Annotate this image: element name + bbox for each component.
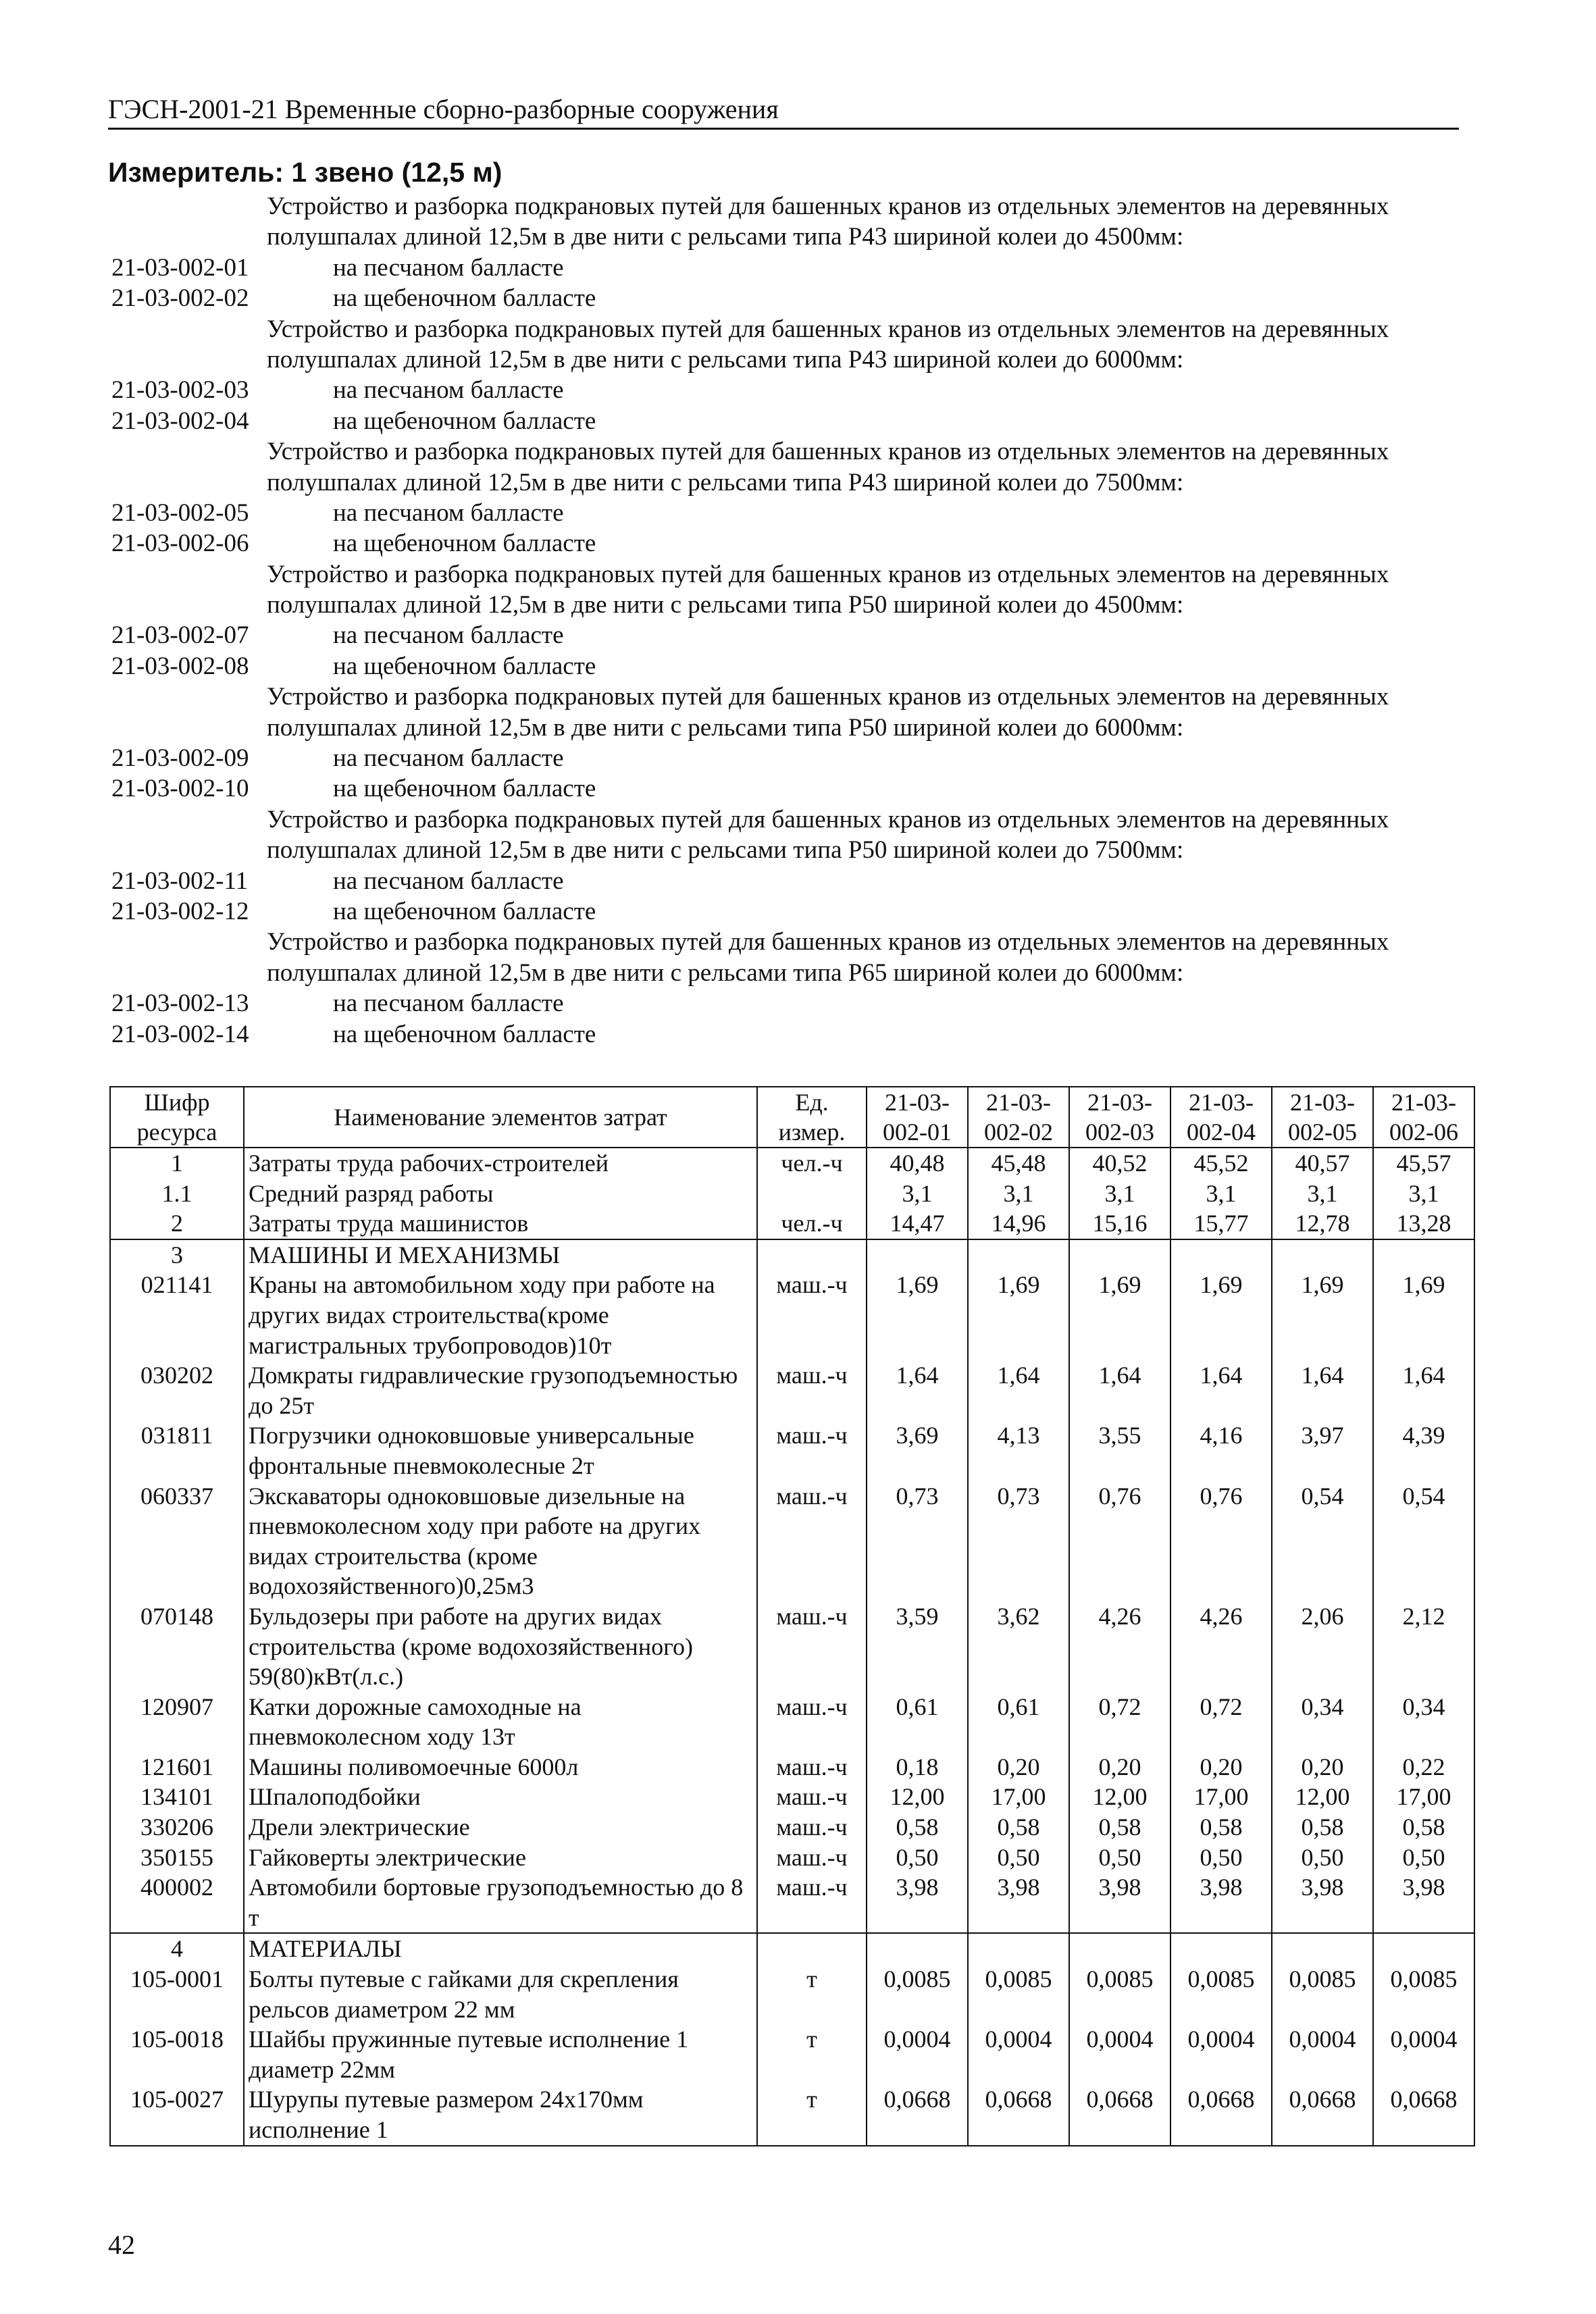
resource-value: 3,98	[867, 1872, 968, 1933]
group-description: полушпалах длиной 12,5м в две нити с рельсами типа Р50 шириной колеи до 6000мм:	[267, 713, 1184, 742]
resource-value: 40,48	[867, 1148, 968, 1179]
resource-value: 45,48	[968, 1148, 1069, 1179]
item-line	[111, 620, 1462, 650]
resource-name: Автомобили бортовые грузоподъемностью до 8 т	[244, 1872, 757, 1933]
resource-value: 1,64	[1272, 1360, 1373, 1420]
resource-value: 40,57	[1272, 1148, 1373, 1179]
item-code: 21-03-002-09	[111, 744, 249, 773]
resource-value	[1170, 1239, 1272, 1270]
group-description: Устройство и разборка подкрановых путей для башенных кранов из отдельных элементов на деревянных	[267, 805, 1389, 833]
item-text: на щебеночном балласте	[333, 652, 596, 680]
item-code: 21-03-002-14	[111, 1020, 249, 1048]
resource-value: 0,50	[1272, 1843, 1373, 1873]
resource-value: 4,16	[1170, 1420, 1272, 1481]
resource-value: 0,34	[1272, 1692, 1373, 1752]
resource-value: 1,69	[1069, 1270, 1170, 1360]
resource-value: 1,69	[1170, 1270, 1272, 1360]
resource-unit: маш.-ч	[757, 1270, 867, 1360]
resource-value: 0,76	[1170, 1481, 1272, 1601]
resource-value: 0,0085	[1170, 1964, 1272, 2024]
item-line	[111, 773, 1462, 804]
resource-value: 0,72	[1170, 1692, 1272, 1752]
item-line	[111, 528, 1462, 559]
resource-name: Машины поливомоечные 6000л	[244, 1752, 757, 1782]
resource-value: 0,58	[867, 1812, 968, 1843]
item-line	[111, 988, 1462, 1019]
resource-value: 3,97	[1272, 1420, 1373, 1481]
resource-value: 3,98	[1069, 1872, 1170, 1933]
measure-title: Измеритель: 1 звено (12,5 м)	[108, 157, 503, 188]
item-line	[111, 1019, 1462, 1050]
resource-value: 0,0004	[1069, 2024, 1170, 2084]
resource-code: 105-0027	[110, 2084, 244, 2145]
resource-value: 3,69	[867, 1420, 968, 1481]
resource-value: 0,0668	[1170, 2084, 1272, 2145]
resource-unit	[757, 1179, 867, 1209]
resource-value: 0,0004	[1272, 2024, 1373, 2084]
resource-unit: маш.-ч	[757, 1782, 867, 1812]
resource-value: 14,96	[968, 1208, 1069, 1239]
resource-unit: чел.-ч	[757, 1208, 867, 1239]
item-code: 21-03-002-06	[111, 530, 249, 558]
table-header-row	[110, 1087, 1474, 1148]
resource-value: 3,98	[1272, 1872, 1373, 1933]
resource-value: 0,58	[1373, 1812, 1474, 1843]
resource-name: МАШИНЫ И МЕХАНИЗМЫ	[244, 1239, 757, 1270]
item-code: 21-03-002-04	[111, 407, 249, 435]
resource-value	[968, 1239, 1069, 1270]
resource-value: 3,98	[1373, 1872, 1474, 1933]
item-text: на песчаном балласте	[333, 744, 564, 773]
resource-code: 4	[110, 1933, 244, 1964]
resource-value: 0,50	[1170, 1843, 1272, 1873]
resource-unit: маш.-ч	[757, 1752, 867, 1782]
page-header: ГЭСН-2001-21 Временные сборно-разборные сооружения	[108, 93, 1459, 130]
resource-value	[1170, 1933, 1272, 1964]
item-text: на песчаном балласте	[333, 376, 564, 405]
resources-table	[109, 1086, 1475, 2146]
resource-value: 0,73	[968, 1481, 1069, 1601]
resource-value	[1373, 1239, 1474, 1270]
table-row	[110, 1782, 1474, 1812]
resource-code: 2	[110, 1208, 244, 1239]
table-row	[110, 1148, 1474, 1179]
item-line	[111, 896, 1462, 927]
item-line	[111, 406, 1462, 436]
resource-value: 0,58	[1170, 1812, 1272, 1843]
resource-value: 15,77	[1170, 1208, 1272, 1239]
resource-value: 4,39	[1373, 1420, 1474, 1481]
resource-code: 1	[110, 1148, 244, 1179]
group-description: Устройство и разборка подкрановых путей для башенных кранов из отдельных элементов на деревянных	[267, 315, 1389, 343]
resource-value: 2,06	[1272, 1601, 1373, 1692]
resource-name: Бульдозеры при работе на других видах строительства (кроме водохозяйственного) 59(80)кВт(л.с.)	[244, 1601, 757, 1692]
group-description: полушпалах длиной 12,5м в две нити с рельсами типа Р50 шириной колеи до 7500мм:	[267, 836, 1184, 865]
resource-value: 0,0004	[1373, 2024, 1474, 2084]
group-description: полушпалах длиной 12,5м в две нити с рельсами типа Р65 шириной колеи до 6000мм:	[267, 958, 1184, 987]
resource-value: 12,00	[867, 1782, 968, 1812]
resource-value: 0,50	[968, 1843, 1069, 1873]
resource-name: Шпалоподбойки	[244, 1782, 757, 1812]
header-col: 21-03-002-03	[1069, 1087, 1170, 1148]
resource-value: 1,64	[1373, 1360, 1474, 1420]
item-code: 21-03-002-08	[111, 652, 249, 680]
resource-code: 060337	[110, 1481, 244, 1601]
resource-value	[1069, 1933, 1170, 1964]
item-code: 21-03-002-11	[111, 867, 249, 895]
table-row	[110, 1964, 1474, 2024]
resource-value: 3,1	[1373, 1179, 1474, 1209]
resource-value	[1272, 1239, 1373, 1270]
header-unit: Ед. измер.	[757, 1087, 867, 1148]
table-row	[110, 1270, 1474, 1360]
resource-name: Домкраты гидравлические грузоподъемностью до 25т	[244, 1360, 757, 1420]
resource-value: 0,73	[867, 1481, 968, 1601]
item-text: на щебеночном балласте	[333, 775, 596, 803]
resource-value: 0,22	[1373, 1752, 1474, 1782]
resource-name: Шайбы пружинные путевые исполнение 1 диаметр 22мм	[244, 2024, 757, 2084]
resource-value: 0,50	[867, 1843, 968, 1873]
table-row	[110, 1843, 1474, 1873]
resource-unit: т	[757, 2084, 867, 2145]
resource-value: 0,0085	[1373, 1964, 1474, 2024]
resource-value: 0,54	[1373, 1481, 1474, 1601]
group-description: Устройство и разборка подкрановых путей для башенных кранов из отдельных элементов на деревянных	[267, 438, 1389, 466]
work-descriptions	[111, 191, 1462, 1050]
resource-value: 45,57	[1373, 1148, 1474, 1179]
resource-value	[1069, 1239, 1170, 1270]
resource-value: 0,0668	[1272, 2084, 1373, 2145]
item-text: на песчаном балласте	[333, 621, 564, 650]
resource-value: 3,55	[1069, 1420, 1170, 1481]
resource-code: 330206	[110, 1812, 244, 1843]
table-row	[110, 2024, 1474, 2084]
resource-value: 0,0085	[968, 1964, 1069, 2024]
item-text: на щебеночном балласте	[333, 284, 596, 313]
resource-value: 0,58	[1272, 1812, 1373, 1843]
resource-value: 2,12	[1373, 1601, 1474, 1692]
header-col: 21-03-002-05	[1272, 1087, 1373, 1148]
resource-value: 1,69	[1272, 1270, 1373, 1360]
resource-value: 3,1	[1069, 1179, 1170, 1209]
resource-value: 13,28	[1373, 1208, 1474, 1239]
resource-value: 1,69	[968, 1270, 1069, 1360]
table-row	[110, 1420, 1474, 1481]
resource-value: 17,00	[968, 1782, 1069, 1812]
resource-unit: маш.-ч	[757, 1601, 867, 1692]
item-text: на щебеночном балласте	[333, 530, 596, 558]
resource-code: 350155	[110, 1843, 244, 1873]
group-description: полушпалах длиной 12,5м в две нити с рельсами типа Р50 шириной колеи до 4500мм:	[267, 591, 1184, 619]
resource-name: МАТЕРИАЛЫ	[244, 1933, 757, 1964]
table-row	[110, 1692, 1474, 1752]
resource-value: 0,58	[1069, 1812, 1170, 1843]
resource-name: Погрузчики одноковшовые универсальные фронтальные пневмоколесные 2т	[244, 1420, 757, 1481]
table-row	[110, 1239, 1474, 1270]
resource-code: 030202	[110, 1360, 244, 1420]
group-description: полушпалах длиной 12,5м в две нити с рельсами типа Р43 шириной колеи до 4500мм:	[267, 223, 1184, 251]
resource-value: 0,0085	[867, 1964, 968, 2024]
resource-code: 121601	[110, 1752, 244, 1782]
resource-value	[867, 1239, 968, 1270]
resource-value: 0,20	[968, 1752, 1069, 1782]
table-row	[110, 1360, 1474, 1420]
resource-value: 3,98	[1170, 1872, 1272, 1933]
resource-name: Средний разряд работы	[244, 1179, 757, 1209]
resource-value	[968, 1933, 1069, 1964]
resource-value: 0,0004	[968, 2024, 1069, 2084]
resource-unit: маш.-ч	[757, 1872, 867, 1933]
group-description: Устройство и разборка подкрановых путей для башенных кранов из отдельных элементов на деревянных	[267, 192, 1389, 220]
resource-value: 0,54	[1272, 1481, 1373, 1601]
resource-value: 3,98	[968, 1872, 1069, 1933]
resource-value: 0,0668	[867, 2084, 968, 2145]
table-row	[110, 1933, 1474, 1964]
resource-code: 070148	[110, 1601, 244, 1692]
resource-value: 0,34	[1373, 1692, 1474, 1752]
group-description: Устройство и разборка подкрановых путей для башенных кранов из отдельных элементов на деревянных	[267, 928, 1389, 956]
resource-value: 0,0085	[1069, 1964, 1170, 2024]
item-line	[111, 253, 1462, 283]
resource-value: 3,62	[968, 1601, 1069, 1692]
resource-value	[1373, 1933, 1474, 1964]
resource-value: 17,00	[1373, 1782, 1474, 1812]
resource-value: 4,13	[968, 1420, 1069, 1481]
table-row	[110, 1872, 1474, 1933]
resource-value: 0,0004	[1170, 2024, 1272, 2084]
resource-unit: маш.-ч	[757, 1360, 867, 1420]
table-row	[110, 1601, 1474, 1692]
resource-value: 17,00	[1170, 1782, 1272, 1812]
resource-unit: маш.-ч	[757, 1481, 867, 1601]
group-description: полушпалах длиной 12,5м в две нити с рельсами типа Р43 шириной колеи до 7500мм:	[267, 468, 1184, 496]
resource-value: 0,0085	[1272, 1964, 1373, 2024]
item-text: на щебеночном балласте	[333, 897, 596, 925]
header-col: 21-03-002-04	[1170, 1087, 1272, 1148]
resource-value: 3,1	[1170, 1179, 1272, 1209]
resource-value: 3,1	[968, 1179, 1069, 1209]
resource-value: 12,00	[1069, 1782, 1170, 1812]
item-line	[111, 743, 1462, 773]
table-row	[110, 1179, 1474, 1209]
item-code: 21-03-002-01	[111, 253, 249, 282]
item-code: 21-03-002-02	[111, 284, 249, 313]
item-text: на щебеночном балласте	[333, 407, 596, 435]
page-number: 42	[108, 2230, 135, 2260]
item-code: 21-03-002-13	[111, 989, 249, 1018]
header-col: 21-03-002-06	[1373, 1087, 1474, 1148]
resource-unit: маш.-ч	[757, 1692, 867, 1752]
table-row	[110, 1812, 1474, 1843]
resource-value: 0,0668	[1373, 2084, 1474, 2145]
resource-unit: т	[757, 1964, 867, 2024]
resource-value: 40,52	[1069, 1148, 1170, 1179]
resource-value: 1,64	[968, 1360, 1069, 1420]
resource-value: 4,26	[1170, 1601, 1272, 1692]
resource-code: 031811	[110, 1420, 244, 1481]
resource-value: 3,1	[867, 1179, 968, 1209]
resource-unit: т	[757, 2024, 867, 2084]
item-text: на щебеночном балласте	[333, 1020, 596, 1048]
resource-value	[867, 1933, 968, 1964]
group-description: Устройство и разборка подкрановых путей для башенных кранов из отдельных элементов на деревянных	[267, 683, 1389, 711]
resource-value: 0,20	[1272, 1752, 1373, 1782]
item-line	[111, 866, 1462, 896]
resource-value: 15,16	[1069, 1208, 1170, 1239]
resource-name: Затраты труда рабочих-строителей	[244, 1148, 757, 1179]
resource-value: 0,50	[1069, 1843, 1170, 1873]
table-row	[110, 1481, 1474, 1601]
resource-value: 45,52	[1170, 1148, 1272, 1179]
item-line	[111, 375, 1462, 405]
resource-value: 1,64	[867, 1360, 968, 1420]
resource-name: Экскаваторы одноковшовые дизельные на пневмоколесном ходу при работе на других видах строительства (кроме водохозяйственного)0,25м3	[244, 1481, 757, 1601]
header-name: Наименование элементов затрат	[244, 1087, 757, 1148]
item-text: на песчаном балласте	[333, 253, 564, 282]
item-code: 21-03-002-12	[111, 897, 249, 925]
resource-value: 3,1	[1272, 1179, 1373, 1209]
resource-value: 1,69	[1373, 1270, 1474, 1360]
resource-value: 0,0668	[968, 2084, 1069, 2145]
resource-value: 0,0004	[867, 2024, 968, 2084]
resource-name: Краны на автомобильном ходу при работе на других видах строительства(кроме магистральных трубопроводов)10т	[244, 1270, 757, 1360]
resource-code: 400002	[110, 1872, 244, 1933]
header-col: 21-03-002-02	[968, 1087, 1069, 1148]
resource-name: Затраты труда машинистов	[244, 1208, 757, 1239]
table-row	[110, 1208, 1474, 1239]
resource-code: 134101	[110, 1782, 244, 1812]
item-code: 21-03-002-03	[111, 376, 249, 405]
item-text: на песчаном балласте	[333, 498, 564, 527]
resource-unit	[757, 1933, 867, 1964]
resource-value: 0,20	[1069, 1752, 1170, 1782]
resource-value: 3,59	[867, 1601, 968, 1692]
item-code: 21-03-002-10	[111, 775, 249, 803]
group-description: Устройство и разборка подкрановых путей для башенных кранов из отдельных элементов на деревянных	[267, 560, 1389, 588]
resource-unit: маш.-ч	[757, 1812, 867, 1843]
item-text: на песчаном балласте	[333, 989, 564, 1018]
item-code: 21-03-002-07	[111, 621, 249, 650]
resource-value: 1,69	[867, 1270, 968, 1360]
resource-value: 0,76	[1069, 1481, 1170, 1601]
resource-name: Болты путевые с гайками для скрепления рельсов диаметром 22 мм	[244, 1964, 757, 2024]
resource-value: 4,26	[1069, 1601, 1170, 1692]
resource-value: 0,72	[1069, 1692, 1170, 1752]
resource-name: Дрели электрические	[244, 1812, 757, 1843]
resource-code: 3	[110, 1239, 244, 1270]
resource-name: Шурупы путевые размером 24х170мм исполнение 1	[244, 2084, 757, 2145]
resource-code: 120907	[110, 1692, 244, 1752]
item-text: на песчаном балласте	[333, 867, 564, 895]
resource-code: 1.1	[110, 1179, 244, 1209]
resource-value: 0,18	[867, 1752, 968, 1782]
resource-value: 0,0668	[1069, 2084, 1170, 2145]
resource-value: 14,47	[867, 1208, 968, 1239]
resource-value: 0,50	[1373, 1843, 1474, 1873]
resource-name: Катки дорожные самоходные на пневмоколесном ходу 13т	[244, 1692, 757, 1752]
header-col: 21-03-002-01	[867, 1087, 968, 1148]
resource-code: 021141	[110, 1270, 244, 1360]
resource-value: 1,64	[1170, 1360, 1272, 1420]
resource-value	[1272, 1933, 1373, 1964]
resource-unit	[757, 1239, 867, 1270]
item-code: 21-03-002-05	[111, 498, 249, 527]
resource-value: 12,78	[1272, 1208, 1373, 1239]
item-line	[111, 498, 1462, 528]
group-description: полушпалах длиной 12,5м в две нити с рельсами типа Р43 шириной колеи до 6000мм:	[267, 345, 1184, 374]
resource-code: 105-0001	[110, 1964, 244, 2024]
item-line	[111, 651, 1462, 682]
resource-value: 0,61	[968, 1692, 1069, 1752]
resource-value: 0,58	[968, 1812, 1069, 1843]
resource-unit: чел.-ч	[757, 1148, 867, 1179]
resource-name: Гайковерты электрические	[244, 1843, 757, 1873]
resource-value: 1,64	[1069, 1360, 1170, 1420]
resource-value: 12,00	[1272, 1782, 1373, 1812]
table-row	[110, 1752, 1474, 1782]
table-row	[110, 2084, 1474, 2145]
item-line	[111, 283, 1462, 313]
resource-code: 105-0018	[110, 2024, 244, 2084]
resource-value: 0,61	[867, 1692, 968, 1752]
resource-unit: маш.-ч	[757, 1843, 867, 1873]
resource-value: 0,20	[1170, 1752, 1272, 1782]
resource-unit: маш.-ч	[757, 1420, 867, 1481]
header-code: Шифр ресурса	[110, 1087, 244, 1148]
